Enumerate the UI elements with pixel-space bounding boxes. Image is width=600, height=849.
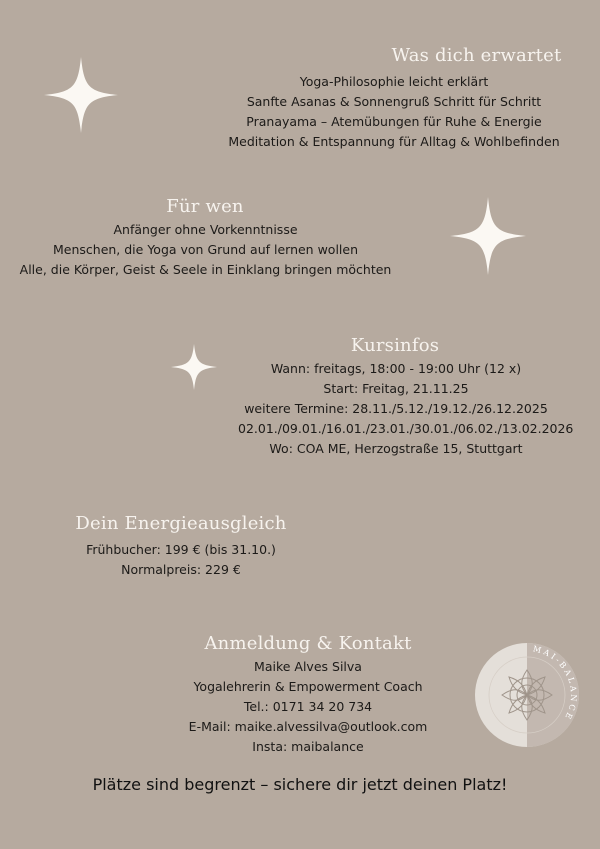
price-list (74, 540, 288, 580)
list-item: Frühbucher: 199 € (bis 31.10.) (86, 542, 276, 557)
list-item: Sanfte Asanas & Sonnengruß Schritt für Schritt (246, 94, 542, 109)
list-item: Pranayama – Atemübungen für Ruhe & Energie (246, 114, 542, 129)
section-heading: Dein Energieausgleich (75, 513, 287, 534)
contact-role: Yogalehrerin & Empowerment Coach (193, 679, 423, 694)
list-item: Menschen, die Yoga von Grund auf lernen wollen (52, 242, 359, 257)
sparkle-icon (42, 55, 120, 135)
expect-list (220, 72, 568, 152)
svg-text:MAI-BALANCE: MAI-BALANCE (532, 644, 579, 723)
section-heading: Anmeldung & Kontakt (204, 633, 412, 654)
list-item: Start: Freitag, 21.11.25 (323, 381, 469, 396)
list-item: Normalpreis: 229 € (121, 562, 241, 577)
contact-email: E-Mail: maike.alvessilva@outlook.com (188, 719, 428, 734)
section-price (60, 513, 302, 541)
contact-phone: Tel.: 0171 34 20 734 (243, 699, 373, 714)
list-item: Wann: freitags, 18:00 - 19:00 Uhr (12 x) (270, 361, 522, 376)
contact-list (183, 657, 433, 757)
section-expect (389, 45, 564, 73)
audience-list (18, 220, 393, 280)
course-list (238, 359, 574, 459)
list-item: 02.01./09.01./16.01./23.01./30.01./06.02./13.02.2026 (238, 421, 574, 436)
list-item: Wo: COA ME, Herzogstraße 15, Stuttgart (269, 441, 523, 456)
sparkle-icon (170, 343, 218, 391)
section-heading: Kursinfos (350, 335, 440, 356)
list-item: Anfänger ohne Vorkenntnisse (113, 222, 298, 237)
contact-name: Maike Alves Silva (254, 659, 362, 674)
list-item: Yoga-Philosophie leicht erklärt (299, 74, 489, 89)
footer-callout: Plätze sind begrenzt – sichere dir jetzt deinen Platz! (92, 775, 508, 794)
list-item: Meditation & Entspannung für Alltag & Wohlbefinden (228, 134, 560, 149)
section-heading: Was dich erwartet (391, 45, 562, 66)
list-item: Alle, die Körper, Geist & Seele in Einklang bringen möchten (19, 262, 392, 277)
contact-instagram: Insta: maibalance (252, 739, 364, 754)
section-heading: Für wen (166, 196, 244, 217)
mai-balance-logo (474, 642, 580, 748)
list-item: weitere Termine: 28.11./5.12./19.12./26.12.2025 (244, 401, 548, 416)
sparkle-icon (448, 196, 528, 276)
